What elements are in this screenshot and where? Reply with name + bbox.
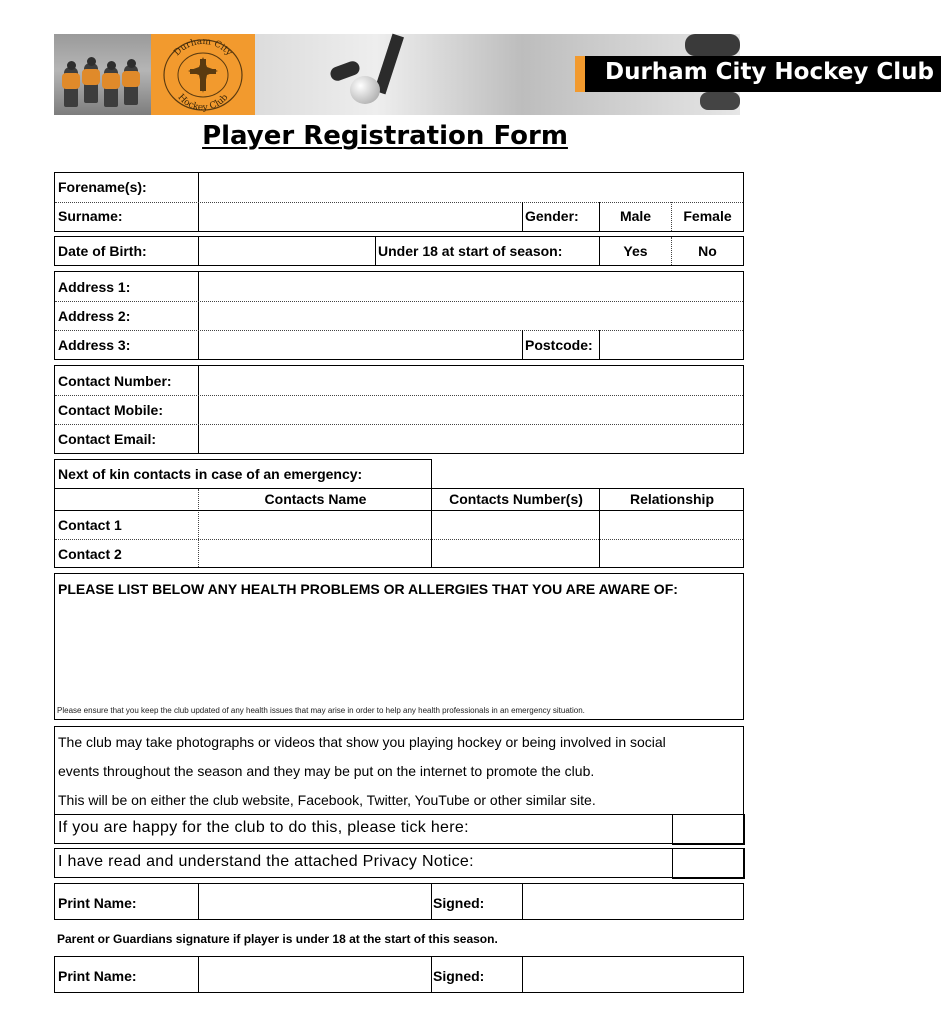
contact-section	[54, 365, 744, 454]
contact1-number-field[interactable]	[433, 511, 599, 539]
contact2-name-field[interactable]	[200, 540, 431, 567]
contact1-name-field[interactable]	[200, 511, 431, 539]
under18-no-option[interactable]: No	[698, 243, 717, 259]
address2-field[interactable]	[200, 302, 743, 330]
col-contacts-name: Contacts Name	[264, 491, 367, 507]
guardian-signature-row	[54, 956, 744, 993]
player-signed-label: Signed:	[433, 895, 485, 911]
team-photo	[54, 34, 151, 115]
player-figure	[104, 67, 118, 107]
contact-number-label: Contact Number:	[58, 373, 172, 389]
media-consent-row	[54, 814, 744, 844]
col-relationship: Relationship	[629, 491, 714, 507]
player-figure	[84, 63, 98, 103]
contact2-number-field[interactable]	[433, 540, 599, 567]
privacy-tickbox[interactable]	[672, 848, 745, 879]
media-text-line2: events throughout the season and they may be put on the internet to promote the club.	[58, 763, 595, 779]
action-photo	[255, 34, 934, 115]
surname-field[interactable]	[200, 203, 522, 231]
emergency-heading: Next of kin contacts in case of an emergency:	[58, 466, 363, 482]
surname-label: Surname:	[58, 208, 123, 224]
health-heading: PLEASE LIST BELOW ANY HEALTH PROBLEMS OR ALLERGIES THAT YOU ARE AWARE OF:	[58, 581, 678, 597]
address1-field[interactable]	[200, 272, 743, 301]
privacy-row	[54, 848, 744, 878]
name-section	[54, 172, 744, 232]
address-section	[54, 271, 744, 360]
under18-label: Under 18 at start of season:	[378, 243, 563, 259]
club-crest-logo	[160, 37, 246, 112]
media-text-line3: This will be on either the club website, Facebook, Twitter, YouTube or other similar site.	[58, 792, 596, 808]
forename-field[interactable]	[200, 173, 743, 202]
health-section[interactable]	[54, 573, 744, 720]
player-print-name-field[interactable]	[200, 884, 431, 918]
player-figure	[124, 65, 138, 105]
media-text-line1: The club may take photographs or videos that show you playing hockey or being involved in social	[58, 734, 666, 750]
dob-field[interactable]	[200, 237, 375, 264]
club-name: Durham City Hockey Club	[605, 59, 934, 85]
guardian-signed-label: Signed:	[433, 968, 485, 984]
gender-label: Gender:	[525, 208, 579, 224]
guardian-print-name-field[interactable]	[200, 957, 431, 991]
contact1-label: Contact 1	[58, 517, 122, 533]
contact1-relationship-field[interactable]	[601, 511, 743, 539]
health-note: Please ensure that you keep the club updated of any health issues that may arise in order to help any health professionals in an emergency situation.	[57, 706, 585, 715]
postcode-field[interactable]	[601, 331, 743, 359]
contact-mobile-label: Contact Mobile:	[58, 402, 163, 418]
contact2-label: Contact 2	[58, 546, 122, 562]
media-consent-tickbox[interactable]	[672, 814, 745, 845]
gender-female-option[interactable]: Female	[683, 208, 732, 224]
club-name-bar	[575, 56, 941, 92]
postcode-label: Postcode:	[525, 337, 593, 353]
player-figure	[64, 67, 78, 107]
address2-label: Address 2:	[58, 308, 131, 324]
contact-mobile-field[interactable]	[200, 396, 743, 424]
svg-text:Durham City: Durham City	[172, 37, 234, 59]
header-banner	[54, 34, 934, 115]
col-contacts-number: Contacts Number(s)	[449, 491, 583, 507]
media-section	[54, 726, 744, 815]
guardian-print-name-label: Print Name:	[58, 968, 137, 984]
contact-email-label: Contact Email:	[58, 431, 157, 447]
player-print-name-label: Print Name:	[58, 895, 137, 911]
form-title: Player Registration Form	[202, 121, 568, 151]
guardian-note: Parent or Guardians signature if player is under 18 at the start of this season.	[57, 932, 498, 946]
emergency-heading-cell	[54, 459, 432, 489]
contact-email-field[interactable]	[200, 425, 743, 453]
address3-label: Address 3:	[58, 337, 131, 353]
dob-label: Date of Birth:	[58, 243, 147, 259]
media-consent-label: If you are happy for the club to do this, please tick here:	[58, 819, 469, 836]
guardian-signature-field[interactable]	[524, 957, 743, 991]
dob-section	[54, 236, 744, 266]
address1-label: Address 1:	[58, 279, 131, 295]
address3-field[interactable]	[200, 331, 522, 359]
contact2-relationship-field[interactable]	[601, 540, 743, 567]
player-signature-row	[54, 883, 744, 920]
emergency-table	[54, 488, 744, 568]
contact-number-field[interactable]	[200, 366, 743, 395]
svg-text:Hockey Club: Hockey Club	[175, 92, 231, 112]
forename-label: Forename(s):	[58, 179, 147, 195]
privacy-label: I have read and understand the attached Privacy Notice:	[58, 853, 474, 870]
player-signature-field[interactable]	[524, 884, 743, 918]
gender-male-option[interactable]: Male	[619, 208, 652, 224]
under18-yes-option[interactable]: Yes	[623, 243, 648, 259]
club-crest-panel	[151, 34, 255, 115]
